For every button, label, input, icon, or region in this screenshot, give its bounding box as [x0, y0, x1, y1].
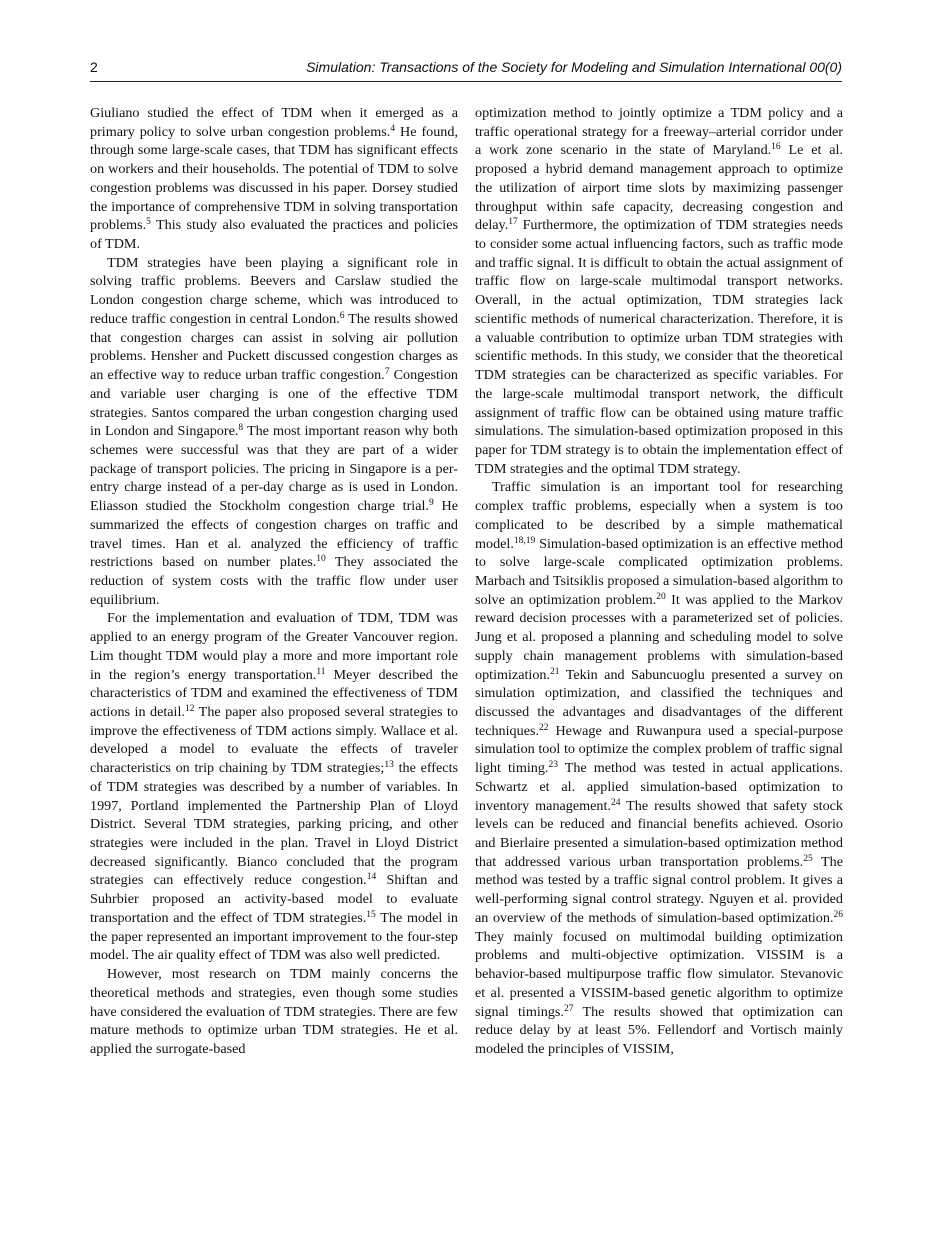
- paragraph-text: Furthermore, the optimization of TDM strategies needs to consider some actual influencing factors, such as traffic mode and traffic signal. It is difficult to obtain the actual assignment of traffic flow on large-scale multimodal transport networks. Overall, in the actual optimization, TDM strategies lack scientific methods of numerical characterization. Therefore, it is a valuable contribution to optimize urban TDM strategies with scientific methods. In this study, we consider that the theoretical TDM strategies can be characterized as specific variables. For the large-scale multimodal transport network, the difficult assignment of traffic flow can be obtained using mature traffic simulations. The simulation-based optimization proposed in this paper for TDM strategy is to obtain the implementation effect of TDM strategies and the optimal TDM strategy.: [475, 217, 843, 477]
- paragraph-text: Simulation-based optimization is an effective method to solve large-scale complicated optimization problems. Marbach and Tsitsiklis proposed a simulation-based algorithm to solve an optimization problem.: [475, 535, 843, 608]
- citation-ref: 17: [508, 217, 518, 228]
- citation-ref: 14: [366, 872, 377, 883]
- paragraph-text: Traffic simulation is an important tool for researching complex traffic problems, especially when a system is too complicated to be described by a simple mathematical model.: [475, 479, 843, 552]
- citation-ref: 18,19: [513, 535, 536, 546]
- citation-ref: 9: [428, 498, 434, 509]
- citation-ref: 8: [238, 423, 244, 434]
- running-header: [90, 56, 842, 80]
- citation-ref: 20: [656, 591, 666, 602]
- paragraph-text: It was applied to the Markov reward decision processes with a parameterized set of policies. Jung et al. proposed a planning and scheduling model to solve supply chain management problems with simulation-based optimization.: [475, 591, 843, 683]
- page-number: 2: [90, 59, 98, 75]
- citation-ref: 25: [803, 853, 813, 864]
- citation-ref: 11: [316, 666, 326, 677]
- citation-ref: 5: [146, 217, 151, 228]
- header-rule: [90, 81, 842, 82]
- paragraph-text: They mainly focused on multimodal building optimization problems and multi-objective optimization. VISSIM is a behavior-based multipurpose traffic flow simulator. Stevanovic et al. presented a VISSIM-based genetic algorithm to optimize signal timings.: [475, 928, 843, 1020]
- citation-ref: 4: [390, 123, 396, 134]
- paragraph-text: This study also evaluated the practices and policies of TDM.: [90, 217, 458, 253]
- citation-ref: 13: [384, 760, 394, 771]
- paragraph-text: TDM strategies have been playing a significant role in solving traffic problems. Beevers and Carslaw studied the London congestion charge scheme, which was introduced to reduce traffic congestion in central London.: [90, 254, 458, 327]
- paragraph-text: The results showed that optimization can reduce delay by at least 5%. Fellendorf and Vortisch mainly modeled the principles of VISSIM,: [475, 1003, 843, 1057]
- paragraph-text: Congestion and variable user charging is one of the effective TDM strategies. Santos compared the urban congestion charging used in London and Singapore.: [90, 367, 458, 440]
- paragraph-text: Le et al. proposed a hybrid demand management approach to optimize the utilization of airport time slots by maximizing passenger throughput within safe capacity, decreasing congestion and delay.: [475, 142, 843, 234]
- paragraph-text: Meyer described the characteristics of TDM and examined the effectiveness of TDM actions in detail.: [90, 666, 458, 720]
- citation-ref: 15: [366, 909, 376, 920]
- paragraph-text: Tekin and Sabuncuoglu presented a survey on simulation optimization, and classified the techniques and discussed the advantages and disadvantages of the different techniques.: [475, 666, 843, 739]
- body-paragraph: [90, 609, 458, 965]
- paragraph-text: For the implementation and evaluation of TDM, TDM was applied to an energy program of the Greater Vancouver region. Lim thought TDM would play a more and more important role in the region’s energy transportation.: [90, 610, 458, 683]
- paragraph-text: optimization method to jointly optimize a TDM policy and a traffic operational strategy for a freeway–arterial corridor under a work zone scenario in the state of Maryland.: [475, 105, 843, 159]
- left-column: [90, 104, 458, 1059]
- paragraph-text: The results showed that safety stock levels can be reduced and financial benefits achieved. Osorio and Bierlaire presented a simulation-based optimization method that addressed various urban transportation problems.: [475, 797, 843, 870]
- journal-title: Simulation: Transactions of the Society for Modeling and Simulation International 00(0): [306, 59, 842, 75]
- paragraph-text: The method was tested in actual applications. Schwartz et al. applied simulation-based optimization to inventory management.: [475, 760, 843, 814]
- body-paragraph: [475, 478, 843, 1058]
- citation-ref: 22: [539, 722, 549, 733]
- paragraph-text: The results showed that congestion charges can assist in solving air pollution problems. Hensher and Puckett discussed congestion charges as an effective way to reduce urban traffic congestion.: [90, 310, 458, 384]
- paragraph-text: The paper also proposed several strategies to improve the effectiveness of TDM actions simply. Wallace et al. developed a model to evaluate the effects of traveler characteristics on trip chaining by TDM strategies;: [90, 704, 458, 777]
- paragraph-text: Giuliano studied the effect of TDM when it emerged as a primary policy to solve urban congestion problems.: [90, 105, 458, 140]
- paragraph-text: the effects of TDM strategies was described by a number of variables. In 1997, Portland implemented the Partnership Plan of Lloyd District. Several TDM strategies, parking pricing, and other strategies were included in the plan. Travel in Lloyd District decreased significantly. Bianco concluded that the program strategies can effectively reduce congestion.: [90, 760, 458, 889]
- citation-ref: 26: [833, 909, 843, 920]
- citation-ref: 27: [563, 1003, 574, 1014]
- paragraph-text: He found, through some large-scale cases, that TDM has significant effects on workers and their households. The potential of TDM to solve congestion problems was discussed in his paper. Dorsey studied the importance of comprehensive TDM in solving transportation problems.: [90, 123, 458, 234]
- citation-ref: 12: [184, 704, 195, 714]
- citation-ref: 7: [384, 367, 390, 378]
- paragraph-text: However, most research on TDM mainly concerns the theoretical methods and strategies, even though some studies have considered the evaluation of TDM strategies. There are few mature methods to optimize urban TDM strategies. He et al. applied the surrogate-based: [90, 966, 458, 1057]
- citation-ref: 24: [610, 797, 621, 808]
- paragraph-text: The most important reason why both schemes were successful was that they are part of a wider package of transport policies. The pricing in Singapore is a per-entry charge instead of a per-day charge as is used in London. Eliasson studied the Stockholm congestion charge trial.: [90, 423, 458, 515]
- body-paragraph: [90, 104, 458, 254]
- paragraph-text: The model in the paper represented an important improvement to the four-step model. The air quality effect of TDM was also well predicted.: [90, 909, 458, 964]
- citation-ref: 6: [339, 310, 345, 321]
- paragraph-text: Hewage and Ruwanpura used a special-purpose simulation tool to optimize the complex problem of traffic signal light timing.: [475, 722, 843, 777]
- citation-ref: 23: [548, 760, 558, 771]
- citation-ref: 21: [550, 666, 560, 677]
- paragraph-text: They associated the reduction of system costs with the traffic flow under user equilibrium.: [90, 554, 458, 608]
- body-paragraph: [90, 254, 458, 610]
- body-paragraph: [475, 104, 843, 478]
- paragraph-text: He summarized the effects of congestion charges on traffic and travel times. Han et al. analyzed the efficiency of traffic restrictions based on number plates.: [90, 498, 458, 571]
- body-paragraph: [90, 965, 458, 1059]
- right-column: [475, 104, 843, 1059]
- citation-ref: 10: [316, 554, 326, 565]
- paragraph-text: Shiftan and Suhrbier proposed an activity-based model to evaluate transportation and the effect of TDM strategies.: [90, 872, 458, 926]
- citation-ref: 16: [771, 142, 781, 153]
- paragraph-text: The method was tested by a traffic signal control problem. It gives a well-performing signal control strategy. Nguyen et al. provided an overview of the methods of simulation-based optimization.: [475, 853, 843, 926]
